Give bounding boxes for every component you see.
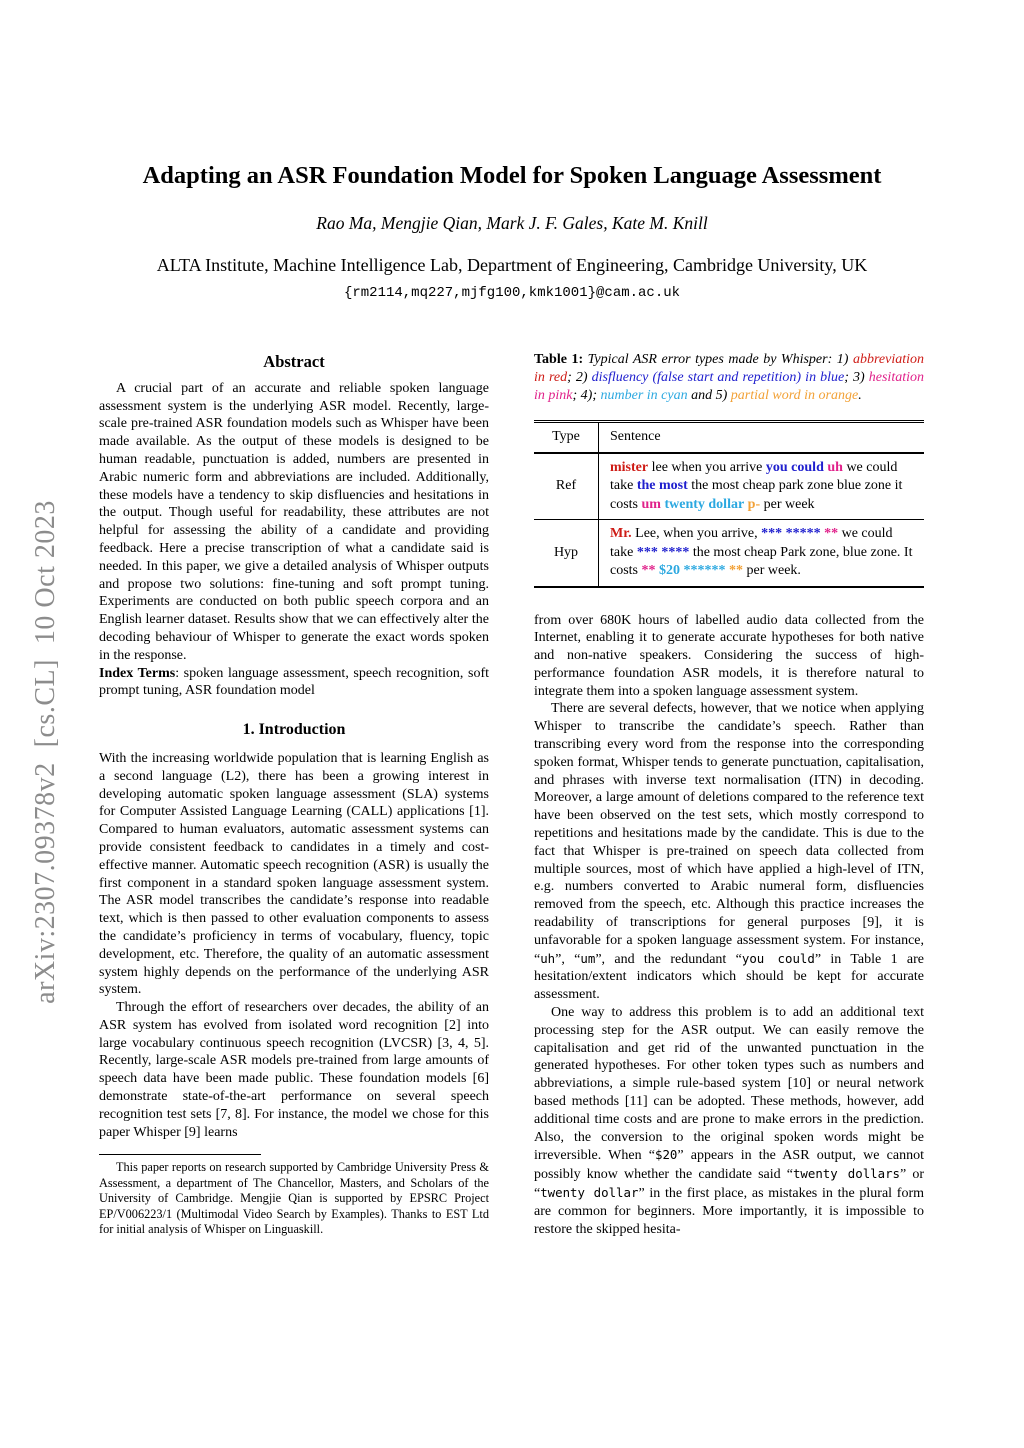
right-column bbox=[534, 351, 924, 1238]
intro-paragraph-1: With the increasing worldwide population that is learning English as a second language (L2), there has been a growing interest in developing automatic spoken language assessment (SLA) systems for Computer Assisted Language Learning (CALL) applications [1]. Compared to human evaluators, automatic assessment systems can provide consistent feedback to candidates in a timely and cost-effective manner. Automatic speech recognition (ASR) is usually the first component in a standard spoken language assessment system. The ASR model transcribes the candidate’s response into readable text, which is then passed to other evaluation components to assess the candidate’s proficiency in terms of vocabulary, fluency, topic development, etc. Therefore, the quality of an automatic assessment system highly depends on the performance of the underlying ASR system. bbox=[99, 750, 489, 998]
paper-header bbox=[0, 0, 1024, 301]
left-column bbox=[99, 351, 489, 1238]
two-column-body bbox=[0, 351, 1024, 1238]
intro-paragraph-2: Through the effort of researchers over decades, the ability of an ASR system has evolved from isolated word recognition [2] into large vocabulary continuous speech recognition (LVCSR) [3, 4, 5]. Recently, large-scale ASR models pre-trained from large amounts of speech data have been made public. These foundation models [6] demonstrate state-of-the-art performance on several speech recognition test sets [7, 8]. For instance, the model we chose for this paper Whisper [9] learns bbox=[99, 1000, 489, 1140]
table1-hyp-sentence: Mr. Lee, when you arrive, *** ***** ** we could take *** **** the most cheap Park zone, blue zone. It costs ** $20 ****** ** per week. bbox=[599, 520, 925, 587]
emails-line: {rm2114,mq227,mjfg100,kmk1001}@cam.ac.uk bbox=[343, 285, 681, 301]
body-paragraph-defects: There are several defects, however, that we notice when applying Whisper to transcribe the candidate’s speech. Rather than transcribing every word from the response into the corresponding spoken format, Whisper tends to generate punctuation, capitalisation, and phrases with inverse text normalisation (ITN) in decoding. Moreover, a large amount of deletions compared to the reference text have been observed on the test sets, which mostly correspond to repetitions and hesitations made by the candidate. This is due to the fact that Whisper is pre-trained on speech data collected from multiple sources, most of which have applied a high-level of ITN, e.g. numbers converted to Arabic numeral form, disfluencies removed from the speech, etc. Although this practice increases the readability of transcriptions for general purposes [9], it is unfavorable for a spoken language assessment system. For instance, “uh”, “um”, and the redundant “you could” in Table 1 are hesitation/extent indicators which should be kept for accurate assessment. bbox=[534, 701, 924, 1003]
table1-col-sentence: Sentence bbox=[599, 422, 925, 453]
table1-col-type: Type bbox=[534, 422, 599, 453]
abstract-heading: Abstract bbox=[263, 352, 325, 371]
arxiv-watermark: arXiv:2307.09378v2 [cs.CL] 10 Oct 2023 bbox=[30, 500, 61, 1004]
table1-ref-sentence: mister lee when you arrive you could uh we could take the most the most cheap park zone blue zone it costs um twenty dollar p- per week bbox=[599, 453, 925, 520]
table1-header-row bbox=[534, 422, 924, 453]
abstract-text: A crucial part of an accurate and reliable spoken language assessment system is the underlying ASR model. Recently, large-scale pre-trained ASR foundation models such as Whisper have been made available. As the output of these models is designed to be human readable, punctuation is added, numbers are presented in Arabic numeric form and abbreviations are included. Additionally, these models have a tendency to skip disfluencies and hesitations in the output. Though useful for readability, these attributes are not helpful for assessing the ability of a candidate and providing feedback. Here a precise transcription of what a candidate said is needed. In this paper, we give a detailed analysis of Whisper outputs and propose two solutions: fine-tuning and soft prompt tuning. Experiments are conducted on both public speech corpora and an English learner dataset. Results show that we can effectively alter the decoding behaviour of Whisper to generate the exact words spoken in the response. bbox=[99, 380, 489, 663]
footnote-text: This paper reports on research supported by Cambridge University Press & Assessment, a department of The Chancellor, Masters, and Scholars of the University of Cambridge. Mengjie Qian is supported by EPSRC Project EP/V006223/1 (Multimodal Video Search by Examples). Thanks to EST Ltd for initial analysis of Whisper on Linguaskill. bbox=[99, 1160, 489, 1237]
paper-title: Adapting an ASR Foundation Model for Spoken Language Assessment bbox=[142, 162, 882, 189]
affiliation-line: ALTA Institute, Machine Intelligence Lab, Department of Engineering, Cambridge University, UK bbox=[156, 255, 868, 275]
table1-ref-type: Ref bbox=[534, 453, 599, 520]
section-heading-introduction: 1. Introduction bbox=[242, 721, 346, 739]
table1-row-ref bbox=[534, 453, 924, 520]
body-paragraph-one-way: One way to address this problem is to add an additional text processing step for the ASR output. We can easily remove the capitalisation and get rid of the unwanted punctuation in the generated hypotheses. For other token types such as numbers and abbreviations, a simple rule-based system [10] or neural network based methods [11] can be adopted. These methods, however, add additional time costs and are prone to make errors in the prediction. Also, the conversion to the original spoken words might be irreversible. When “$20” appears in the ASR output, we cannot possibly know whether the candidate said “twenty dollars” or “twenty dollar” in the first place, as mistakes in the plural form are common for beginners. More importantly, it is impossible to restore the skipped hesita- bbox=[534, 1005, 925, 1237]
body-paragraph-continuation: from over 680K hours of labelled audio data collected from the Internet, enabling it to generate accurate hypotheses for both native and non-native speakers. Considering the success of high-performance foundation ASR models, it is therefore natural to integrate them into a spoken language assessment system. bbox=[534, 612, 924, 699]
table1 bbox=[534, 420, 924, 588]
table1-hyp-type: Hyp bbox=[553, 544, 579, 560]
footnote-rule bbox=[99, 1154, 261, 1155]
table1-caption: Table 1: Typical ASR error types made by Whisper: 1) abbreviation in red; 2) disfluency (false start and repetition) in blue; 3) hesitation in pink; 4); number in cyan and 5) partial word in orange. bbox=[534, 352, 924, 403]
table1-row-hyp bbox=[534, 520, 924, 587]
authors-line: Rao Ma, Mengjie Qian, Mark J. F. Gales, Kate M. Knill bbox=[316, 213, 708, 233]
index-terms: Index Terms: spoken language assessment, speech recognition, soft prompt tuning, ASR foundation model bbox=[99, 665, 489, 699]
